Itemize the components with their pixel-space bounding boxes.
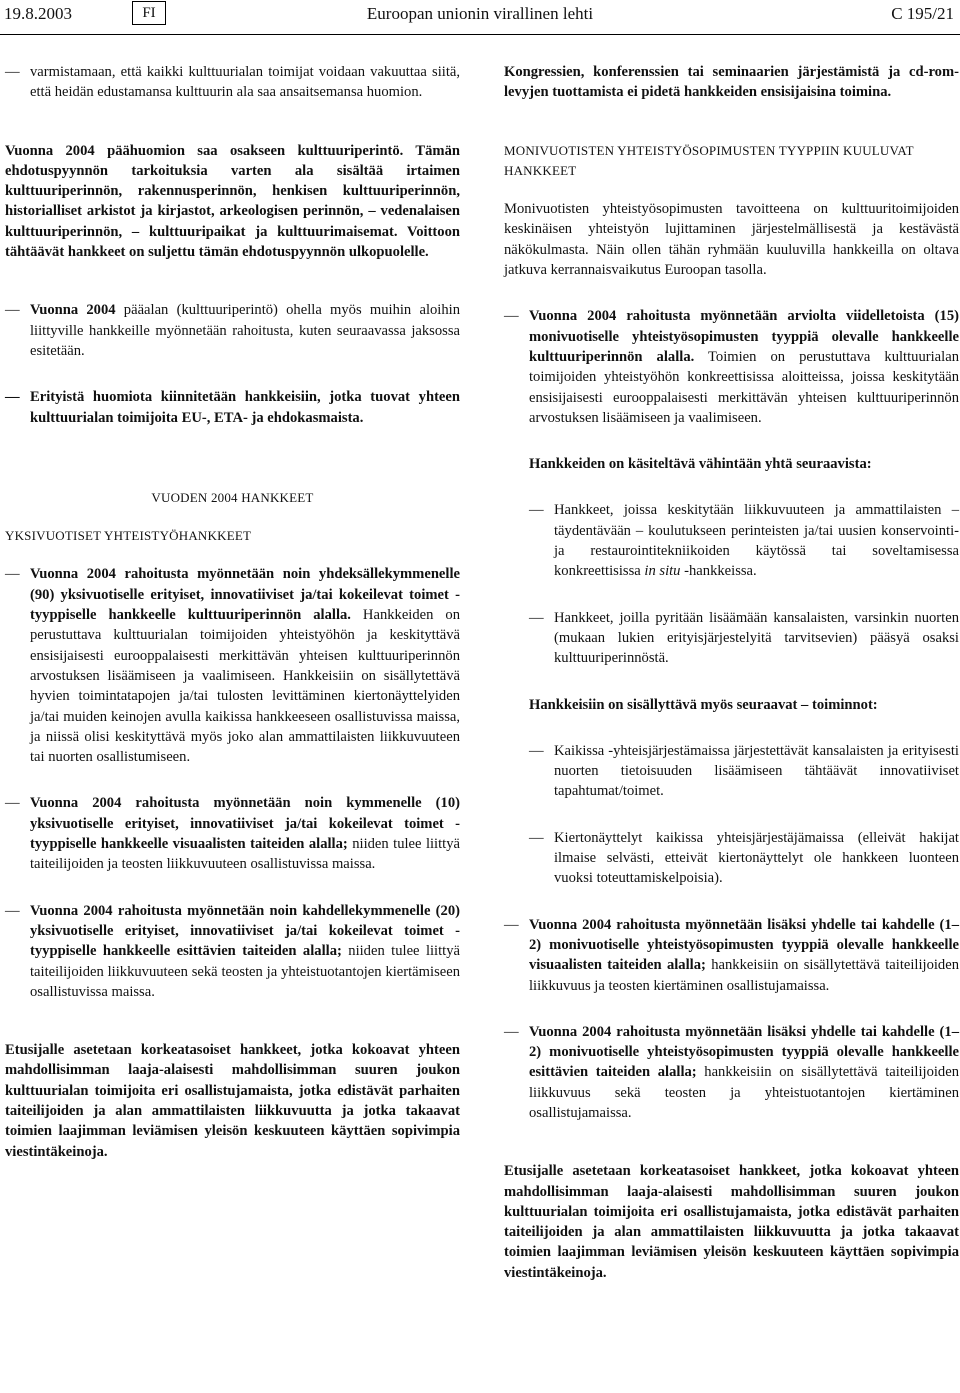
bullet-item: [5, 564, 460, 767]
page-header: [0, 0, 960, 35]
dash-marker: —: [529, 609, 544, 626]
sub-bullet-item: [529, 741, 959, 802]
bullet-bold-text: Vuonna 2004 rahoitusta myönnetään arviolta viidelletoista (15) monivuotiselle yhteistyösopimusten tyyppiä olevalle hankkeelle kulttuuriperinnön alalla.: [529, 308, 959, 365]
bullet-item: [5, 300, 460, 361]
closing-paragraph: Etusijalle asetetaan korkeatasoiset hankkeet, jotka kokoavat yhteen mahdollisimman laaja-alaisesti mahdollisimman suuren joukon kulttuurialan toimijoita eri osallistujamaista, jotka edistävät parhaiten taiteilijoiden ja alan ammattilaisten liikkuvuutta ja jotka takaavat toimien laajimman leviämisen yleisön keskuuteen käyttäen sopivimpia viestintäkeinoja.: [504, 1163, 959, 1281]
sub-bullet-item: [529, 828, 959, 889]
bullet-text: varmistamaan, että kaikki kulttuurialan toimijat voidaan vakuuttaa siitä, että heidän edustamansa kulttuurin ala saa ansaitsemansa huomion.: [30, 64, 460, 101]
sub-bullet-item: [529, 500, 959, 581]
bullet-text: Erityistä huomiota kiinnitetään hankkeisiin, jotka tuovat yhteen kulttuurialan toimijoita EU-, ETA- ja ehdokasmaista.: [30, 389, 460, 426]
bullet-text: Hankkeiden on perustuttava kulttuurialan toimijoiden yhteistyöhön ja keskityttävä ensisijaisesti eurooppalaisesti merkittävän yhteisen kulttuuriperinnön arvostuksen lisäämiseen ja vaalimiseen. Hankkeisiin on sisällytettävä hyvien toimintatapojen ja/tai tulosten levittäminen kiertonäyttelyiden ja/tai muiden keinojen avulla kaikissa hankkeeseen osallistuvissa maissa, ja niissä olisi keskityttävä myös joko alan ammattilaisten liikkuvuuteen tai nuorten osallistumiseen.: [30, 607, 460, 766]
sub-bullet-text: Kaikissa -yhteisjärjestämaissa järjestettävät kansalaisten ja erityisesti nuorten tietoisuuden lisäämiseen tähtäävät innovatiiviset tapahtumat/toimet.: [554, 742, 959, 800]
dash-marker: —: [5, 566, 20, 583]
bullet-text: Toimien on perustuttava kulttuurialan toimijoiden yhteistyöhön konkreettisissa aloitteissa, joissa keskitytään ensisijaisesti eurooppalaisesti merkittävän yhteisen kulttuuriperinnön arvostuksen lisäämiseen ja vaalimiseen.: [529, 348, 959, 426]
latin-term: in situ: [644, 563, 681, 580]
requirements-heading: Hankkeiden on käsiteltävä vähintään yhtä seuraavista:: [529, 456, 872, 473]
bullet-text: niiden tulee liittyä taiteilijoiden ja teosten liikkuvuuteen osallistuvissa maissa.: [30, 836, 460, 873]
dash-marker: —: [5, 902, 20, 919]
sub-bullet-text-end: -hankkeissa.: [680, 563, 757, 580]
bullet-item: [5, 62, 460, 103]
multiyear-paragraph: Monivuotisten yhteistyösopimusten tavoitteena on kulttuuritoimijoiden keskinäisen yhteistyön lujittaminen järjestelmällisestä ja kestävästä näkökulmasta. Näin ollen tähän ryhmään kuuluvilla hankkeilla on oltava jatkuva kerrannaisvaikutus Euroopan tasolla.: [504, 201, 959, 279]
dash-marker: —: [5, 64, 20, 80]
bullet-bold-text: Vuonna 2004 rahoitusta myönnetään noin kymmenelle (10) yksivuotiselle erityiset, innovatiiviset ja/tai kokeilevat toimet -tyyppiselle hankkeelle visuaalisten taiteiden alalla;: [30, 795, 460, 853]
bullet-text: hankkeisiin on sisällytettävä taiteilijoiden liikkuvuus ja teosten kiertäminen osallistujamaissa.: [529, 957, 960, 994]
dash-marker: —: [504, 1023, 519, 1040]
sub-bullet-item: [529, 608, 959, 669]
right-column: [504, 62, 959, 1283]
main-focus-paragraph: Vuonna 2004 päähuomion saa osakseen kulttuuriperintö. Tämän ehdotuspyynnön tarkoituksia varten ala sisältää irtaimen kulttuuriperinnön, rakennusperinnön, henkisen kulttuuriperinnön, historialliset arkistot ja kirjastot, arkeologisen perinnön, – vedenalaisen kulttuuriperinnön, – kulttuuripaikat ja kulttuurimaisemat. Voittoon tähtäävät hankkeet on suljettu tämän ehdotuspyynnön ulkopuolelle.: [5, 142, 460, 261]
bullet-item: [5, 793, 460, 874]
bullet-text: hankkeisiin on sisällytettävä taiteilijoiden liikkuvuus sekä teosten ja yhteistuotantojen kiertäminen osallistujamaissa.: [529, 1064, 959, 1121]
bullet-bold-text: Vuonna 2004 rahoitusta myönnetään noin yhdeksällekymmenelle (90) yksivuotiselle erityiset, innovatiiviset ja/tai kokeilevat toimet -tyyppiselle hankkeelle kulttuuriperinnön alalla.: [30, 566, 460, 624]
sub-bullet-text: Hankkeet, joilla pyritään lisäämään kansalaisten, varsinkin nuorten (mukaan lukien erityisjärjestelyitä tarvitsevien) pääsyä osaksi kulttuuriperinnöstä.: [554, 609, 959, 667]
bullet-bold-text: Vuonna 2004 rahoitusta myönnetään lisäksi yhdelle tai kahdelle (1–2) monivuotiselle yhteistyösopimusten tyyppiä olevalle hankkeelle esittävien taiteiden alalla;: [529, 1023, 959, 1081]
dash-marker: —: [504, 308, 519, 325]
bullet-bold-text: Vuonna 2004 rahoitusta myönnetään noin kahdellekymmenelle (20) yksivuotiselle erityiset, innovatiiviset ja/tai kokeilevat toimet -tyyppiselle hankkeelle esittävien taiteiden alalla;: [30, 902, 460, 960]
page-reference: C 195/21: [891, 4, 954, 23]
dash-marker: —: [5, 302, 20, 319]
left-column: [5, 62, 460, 1162]
bullet-item: [504, 915, 959, 996]
subsection-title: MONIVUOTISTEN YHTEISTYÖSOPIMUSTEN TYYPPIIN KUULUVAT HANKKEET: [504, 142, 914, 178]
sub-bullet-text: Hankkeet, joissa keskitytään liikkuvuuteen ja ammattilaisten – täydentävään – koulutukseen perinteisten ja/tai uusien konservointi- ja restaurointitekniikoiden käytössä tai soveltamisessa konkreettisissa: [554, 502, 959, 580]
bullet-item: [5, 387, 460, 428]
bullet-item: [504, 306, 959, 428]
closing-paragraph: Etusijalle asetetaan korkeatasoiset hankkeet, jotka kokoavat yhteen mahdollisimman laaja-alaisesti mahdollisimman suuren joukon kulttuurialan toimijoita eri osallistujamaista, jotka edistävät parhaiten taiteilijoiden ja alan ammattilaisten liikkuvuutta ja jotka takaavat toimien laajimman leviämisen yleisön keskuuteen käyttäen sopivimpia viestintäkeinoja.: [5, 1042, 460, 1160]
bullet-item: [504, 1022, 959, 1123]
publication-date: 19.8.2003: [4, 4, 72, 23]
bullet-bold-text: Vuonna 2004 rahoitusta myönnetään lisäksi yhdelle tai kahdelle (1–2) monivuotiselle yhteistyösopimusten tyyppiä olevalle hankkeelle visuaalisten taiteiden alalla;: [529, 916, 959, 974]
journal-title: Euroopan unionin virallinen lehti: [366, 4, 594, 23]
section-title: VUODEN 2004 HANKKEET: [151, 489, 314, 505]
dash-marker: —: [504, 916, 519, 933]
language-code-box: FI: [132, 1, 166, 25]
bullet-item: [5, 901, 460, 1002]
activities-heading: Hankkeisiin on sisällyttävä myös seuraavat – toiminnot:: [529, 696, 878, 713]
dash-marker: —: [529, 829, 544, 846]
sub-bullet-text: Kiertonäyttelyt kaikissa yhteisjärjestäjämaissa (elleivät hakijat ilmaise selvästi, etteivät kiertonäyttelyt ole hankkeen luonteen vuoksi toteuttamiskelpoisia).: [554, 829, 959, 887]
dash-marker: —: [5, 389, 20, 406]
bullet-text: pääalan (kulttuuriperintö) ohella myös muihin aloihin liittyville hankkeille myönnetään rahoitusta, kuten seuraavassa jaksossa esitetään.: [30, 302, 460, 359]
dash-marker: —: [5, 795, 20, 812]
bullet-text: niiden tulee liittyä taiteilijoiden liikkuvuuteen sekä teosten ja yhteistuotantojen kiertämiseen osallistuvissa maissa.: [30, 943, 460, 1000]
dash-marker: —: [529, 742, 544, 759]
intro-paragraph: Kongressien, konferenssien tai seminaarien järjestämistä ja cd-rom-levyjen tuottamista ei pidetä hankkeiden ensisijaisina toimina.: [504, 64, 959, 101]
subsection-title: YKSIVUOTISET YHTEISTYÖHANKKEET: [5, 528, 252, 544]
dash-marker: —: [529, 502, 544, 519]
bullet-bold-text: Vuonna 2004: [30, 302, 116, 319]
